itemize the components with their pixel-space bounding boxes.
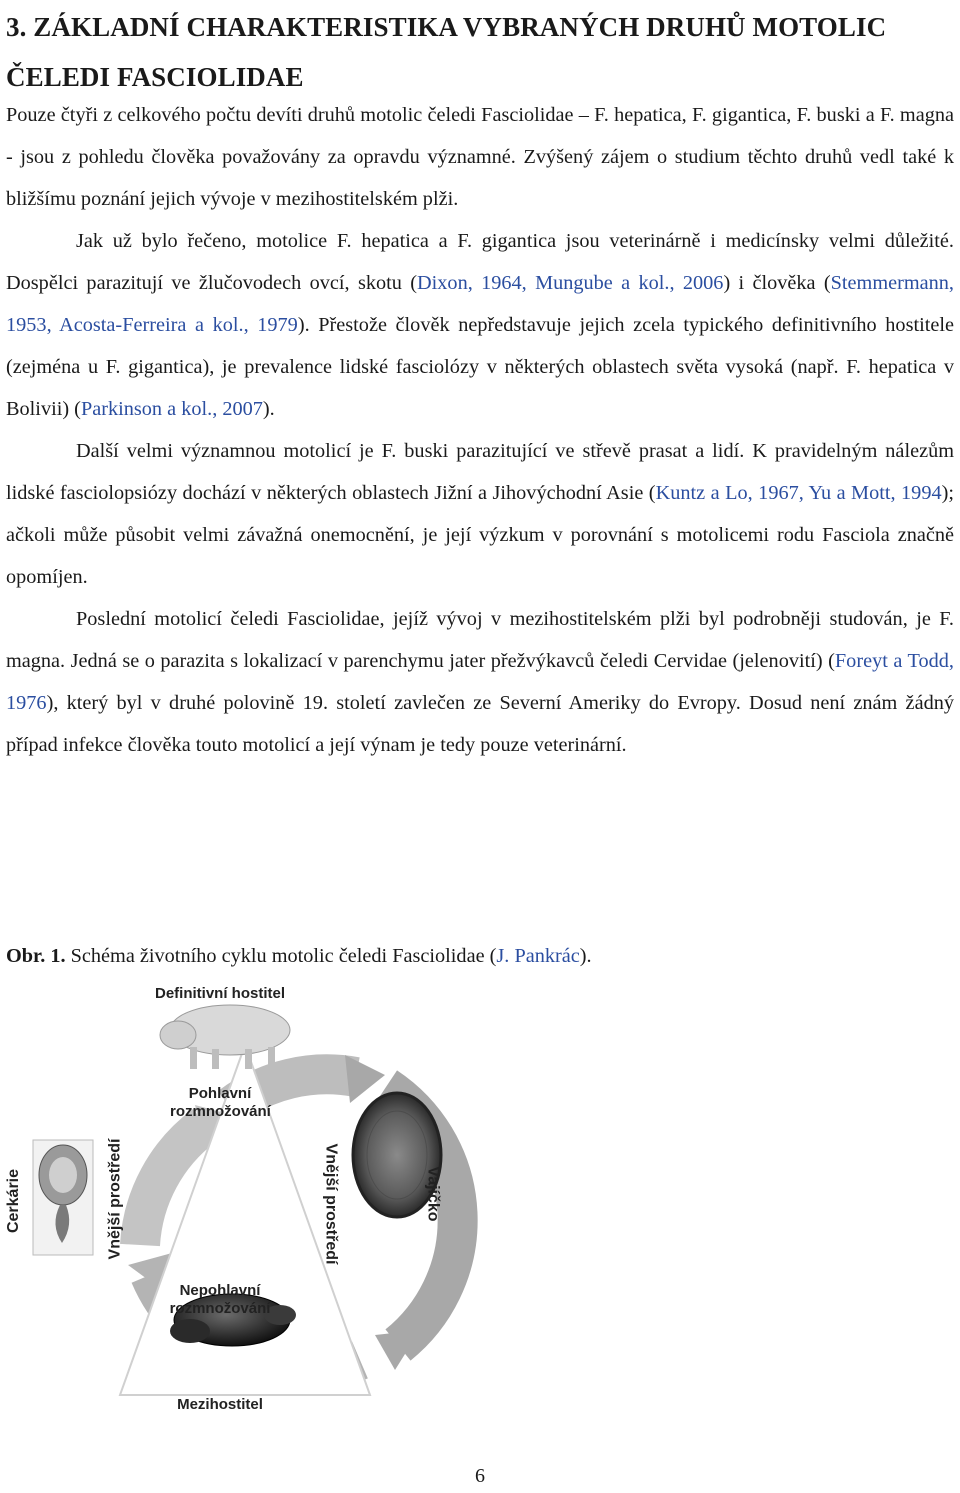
citation-foreyt: Foreyt a Todd, 1976 bbox=[6, 650, 954, 714]
label-intermediate-host: Mezihostitel bbox=[177, 1396, 263, 1413]
arrow-head-top bbox=[345, 1055, 385, 1103]
paragraph-3 bbox=[6, 430, 954, 598]
paragraph-2 bbox=[6, 220, 954, 430]
citation-stemmermann: Stemmermann, 1953, Acosta-Ferreira a kol., 1979 bbox=[6, 272, 954, 336]
figure-caption bbox=[6, 935, 954, 977]
caption-citation: J. Pankrác bbox=[496, 945, 580, 967]
citation-dixon: Dixon, 1964, Mungube a kol., 2006 bbox=[417, 272, 724, 294]
citation-kuntz: Kuntz a Lo, 1967, Yu a Mott, 1994 bbox=[655, 482, 942, 504]
caption-text: Schéma životního cyklu motolic čeledi Fasciolidae ( bbox=[65, 945, 497, 967]
body-text bbox=[6, 94, 954, 766]
paragraph-4-text: Poslední motolicí čeledi Fasciolidae, jejíž vývoj v mezihostitelském plži byl podrobněji studován, je F. magna. Jedná se o parazita s lokalizací v parenchymu jater přežvýkavců čeledi Cervidae (jelenovití) ( bbox=[6, 608, 954, 672]
label-external-left: Vnější prostředí bbox=[106, 1138, 124, 1260]
label-asexual-reproduction: Nepohlavní rozmnožování bbox=[169, 1282, 271, 1317]
paragraph-4-text: ), který byl v druhé polovině 19. století zavlečen ze Severní Ameriky do Evropy. Dosud není znám žádný případ infekce člověka touto motolicí a její výnam je tedy pouze veterinární. bbox=[6, 692, 954, 756]
label-external-right: Vnější prostředí bbox=[322, 1143, 340, 1265]
pig-image bbox=[160, 1005, 290, 1069]
heading-line-1: 3. ZÁKLADNÍ CHARAKTERISTIKA VYBRANÝCH DRUHŮ MOTOLIC bbox=[6, 12, 887, 42]
label-sexual-reproduction: Pohlavní rozmnožování bbox=[170, 1085, 271, 1120]
paragraph-3-text: ); ačkoli může působit velmi závažná onemocnění, je její výzkum v porovnání s motolicemi rodu Fasciola značně opomíjen. bbox=[6, 482, 954, 588]
label-definitive-host: Definitivní hostitel bbox=[154, 985, 285, 1002]
paragraph-2-text: Jak už bylo řečeno, motolice F. hepatica a F. gigantica jsou veterinárně i medicínsky velmi důležité. Dospělci parazitují ve žlučovodech ovcí, skotu ( bbox=[6, 230, 954, 294]
citation-parkinson: Parkinson a kol., 2007 bbox=[80, 398, 263, 420]
section-heading bbox=[6, 2, 956, 102]
paragraph-4 bbox=[6, 598, 954, 766]
life-cycle-diagram bbox=[0, 975, 960, 1425]
heading-line-2: ČELEDI FASCIOLIDAE bbox=[6, 62, 304, 92]
caption-end: ). bbox=[579, 945, 592, 967]
label-egg: Vajíčko bbox=[424, 1166, 442, 1222]
cercaria-image bbox=[33, 1140, 93, 1255]
paragraph-2-text: ) i člověka ( bbox=[723, 272, 831, 294]
paragraph-1: Pouze čtyři z celkového počtu devíti druhů motolic čeledi Fasciolidae – F. hepatica, F. gigantica, F. buski a F. magna - jsou z pohledu člověka považovány za opravdu významné. Zvýšený zájem o studium těchto druhů vedl také k bližšímu poznání jejich vývoje v mezihostitelském plži. bbox=[6, 104, 954, 210]
label-cercaria: Cerkárie bbox=[5, 1168, 23, 1234]
paragraph-2-text: ). Přestože člověk nepředstavuje jejich zcela typického definitivního hostitele (zejména u F. gigantica), je prevalence lidské fasciolózy v některých oblastech světa vysoká (např. F. hepatica v Bolivii) ( bbox=[6, 314, 955, 420]
life-cycle-figure bbox=[0, 975, 960, 1425]
figure-label: Obr. 1. bbox=[6, 945, 66, 967]
paragraph-2-text: ). bbox=[262, 398, 275, 420]
page-number: 6 bbox=[475, 1465, 485, 1487]
paragraph-3-text: Další velmi významnou motolicí je F. buski parazitující ve střevě prasat a lidí. K pravidelným nálezům lidské fasciolopsiózy dochází v některých oblastech Jižní a Jihovýchodní Asie ( bbox=[6, 440, 954, 504]
